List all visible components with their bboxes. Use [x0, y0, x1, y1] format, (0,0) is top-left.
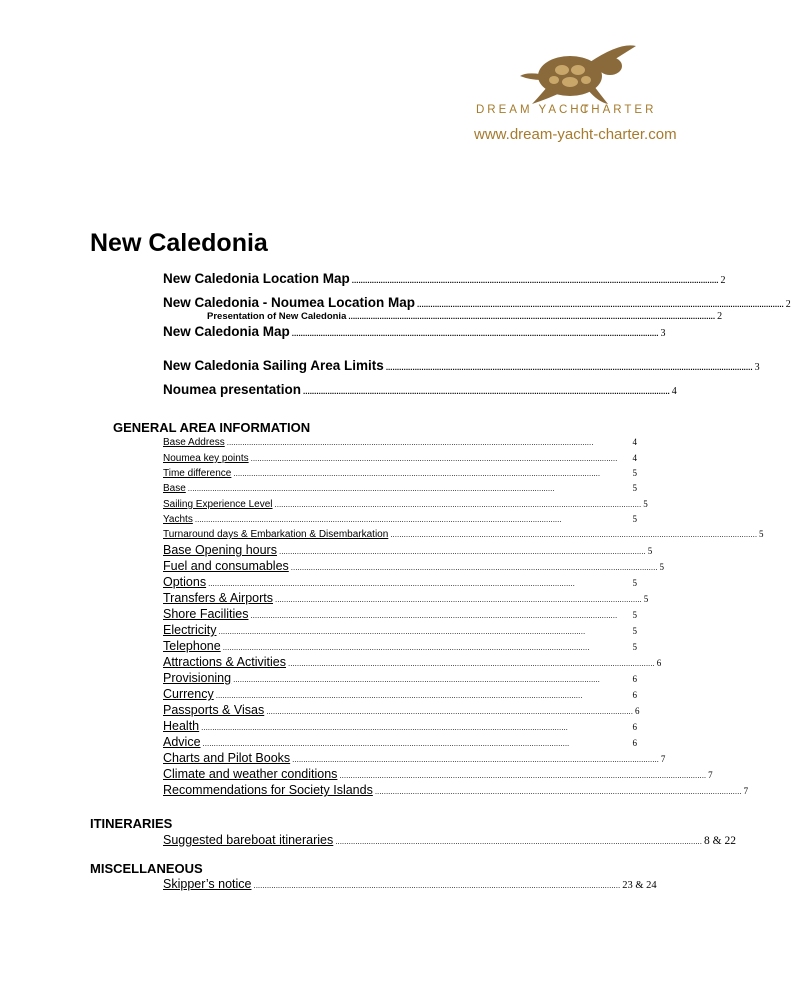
leader-dots: .....................................................................................................................................................................	[187, 484, 555, 493]
toc-entry-label: Time difference	[163, 468, 232, 479]
toc-entry-page: 6	[632, 738, 637, 748]
toc-entry[interactable]	[163, 529, 764, 540]
leader-dots: .....................................................................................................................................................................	[253, 881, 621, 890]
toc-entry-label: Base	[163, 483, 186, 494]
toc-entry[interactable]	[163, 499, 648, 510]
toc-entry[interactable]	[163, 607, 637, 621]
toc-entry-label: Fuel and consumables	[163, 559, 289, 573]
leader-dots: .....................................................................................................................................................................	[291, 329, 659, 338]
toc-entry-page: 3	[754, 362, 760, 373]
toc-entry[interactable]	[163, 655, 662, 669]
section-heading-miscellaneous: MISCELLANEOUS	[90, 861, 203, 876]
toc-entry-label: Climate and weather conditions	[163, 767, 338, 781]
leader-dots: .....................................................................................................................................................................	[278, 547, 646, 556]
toc-entry[interactable]	[163, 623, 637, 637]
toc-entry-page: 7	[708, 770, 713, 780]
toc-entry-label: Charts and Pilot Books	[163, 751, 291, 765]
toc-entry-label: New Caledonia Sailing Area Limits	[163, 358, 384, 373]
toc-entry[interactable]	[163, 324, 666, 339]
toc-entry[interactable]	[163, 271, 726, 286]
leader-dots: .....................................................................................................................................................................	[335, 837, 703, 846]
toc-entry-page: 6	[632, 674, 637, 684]
toc-entry[interactable]	[163, 719, 637, 733]
leader-dots: .....................................................................................................................................................................	[266, 707, 633, 716]
leader-dots: .....................................................................................................................................................................	[250, 454, 618, 463]
toc-entry-page: 5	[632, 483, 637, 493]
toc-entry-label: Skipper’s notice	[163, 877, 252, 891]
section-heading-itineraries: ITINERARIES	[90, 816, 173, 831]
toc-entry-label: Advice	[163, 735, 201, 749]
toc-entry-page: 6	[656, 658, 662, 668]
leader-dots: .....................................................................................................................................................................	[218, 627, 586, 636]
toc-entry-page: 4	[632, 453, 637, 463]
toc-entry-page: 7	[743, 786, 749, 796]
leader-dots: .....................................................................................................................................................................	[202, 739, 570, 748]
toc-entry-label: Base Opening hours	[163, 543, 277, 557]
leader-dots: .....................................................................................................................................................................	[274, 500, 642, 509]
toc-entry-label: Transfers & Airports	[163, 591, 273, 605]
leader-dots: .....................................................................................................................................................................	[250, 611, 618, 620]
toc-entry[interactable]	[163, 483, 637, 494]
toc-entry-label: Turnaround days & Embarkation & Disembarkation	[163, 529, 389, 540]
toc-entry-page: 2	[785, 299, 791, 310]
toc-entry-label: Electricity	[163, 623, 217, 637]
toc-entry[interactable]	[163, 877, 657, 891]
toc-entry-page: 23 & 24	[622, 880, 657, 891]
toc-entry-label: Presentation of New Caledonia	[207, 311, 347, 322]
toc-entry-page: 5	[759, 529, 764, 539]
brand-name-right: CHARTER	[580, 104, 657, 116]
toc-entry-label: Health	[163, 719, 200, 733]
leader-dots: .....................................................................................................................................................................	[201, 723, 568, 732]
toc-entry-page: 5	[659, 562, 665, 572]
leader-dots: .....................................................................................................................................................................	[222, 643, 590, 652]
toc-entry[interactable]	[163, 295, 791, 310]
toc-entry-label: Options	[163, 575, 207, 589]
toc-entry-label: Telephone	[163, 639, 221, 653]
toc-entry[interactable]	[163, 767, 713, 781]
toc-entry-label: New Caledonia Location Map	[163, 271, 350, 286]
toc-entry[interactable]	[163, 437, 637, 448]
toc-entry-label: Yachts	[163, 514, 193, 525]
toc-entry-page: 2	[717, 311, 723, 322]
toc-entry-page: 2	[720, 275, 726, 286]
toc-entry-label: Shore Facilities	[163, 607, 249, 621]
brand-url: www.dream-yacht-charter.com	[474, 126, 677, 143]
toc-entry[interactable]	[163, 543, 653, 557]
leader-dots: .....................................................................................................................................................................	[292, 755, 659, 764]
toc-entry-page: 3	[660, 328, 666, 339]
toc-entry[interactable]	[163, 382, 677, 397]
toc-entry[interactable]	[163, 468, 637, 479]
toc-entry[interactable]	[163, 358, 760, 373]
toc-entry-page: 6	[632, 690, 637, 700]
toc-entry[interactable]	[163, 751, 666, 765]
toc-entry-label: Passports & Visas	[163, 703, 265, 717]
toc-entry-page: 5	[632, 578, 637, 588]
toc-entry[interactable]	[163, 453, 637, 464]
toc-entry-label: Sailing Experience Level	[163, 499, 273, 510]
toc-entry[interactable]	[163, 575, 637, 589]
toc-entry-page: 5	[632, 642, 637, 652]
toc-entry-label: Attractions & Activities	[163, 655, 286, 669]
toc-entry[interactable]	[163, 591, 649, 605]
toc-entry[interactable]	[163, 514, 637, 525]
toc-entry[interactable]	[163, 639, 637, 653]
toc-entry-page: 5	[647, 546, 653, 556]
toc-entry-page: 6	[632, 722, 637, 732]
leader-dots: .....................................................................................................................................................................	[287, 659, 655, 668]
leader-dots: .....................................................................................................................................................................	[374, 787, 742, 796]
leader-dots: .....................................................................................................................................................................	[339, 771, 707, 780]
toc-entry[interactable]	[163, 783, 749, 797]
leader-dots: .....................................................................................................................................................................	[303, 387, 670, 396]
toc-entry-label: Base Address	[163, 437, 225, 448]
toc-entry-page: 5	[632, 610, 637, 620]
toc-entry-label: Recommendations for Society Islands	[163, 783, 373, 797]
leader-dots: .....................................................................................................................................................................	[233, 675, 600, 684]
brand-name-left: DREAM YACHT	[476, 104, 592, 116]
toc-entry[interactable]	[163, 735, 637, 749]
toc-entry-page: 5	[643, 499, 648, 509]
toc-entry[interactable]	[163, 833, 736, 847]
leader-dots: .....................................................................................................................................................................	[208, 579, 575, 588]
leader-dots: .....................................................................................................................................................................	[348, 312, 716, 321]
toc-entry-page: 4	[671, 386, 677, 397]
toc-entry-label: Provisioning	[163, 671, 232, 685]
toc-entry-label: Currency	[163, 687, 214, 701]
toc-entry-label: Noumea presentation	[163, 382, 302, 397]
toc-entry-label: Suggested bareboat itineraries	[163, 833, 334, 847]
toc-entry-page: 5	[643, 594, 649, 604]
page-title: New Caledonia	[90, 229, 268, 257]
leader-dots: .....................................................................................................................................................................	[390, 530, 758, 539]
toc-entry-label: Noumea key points	[163, 453, 249, 464]
toc-entry[interactable]	[163, 559, 665, 573]
turtle-icon	[470, 40, 682, 106]
leader-dots: .....................................................................................................................................................................	[233, 469, 601, 478]
toc-entry-label: New Caledonia Map	[163, 324, 290, 339]
leader-dots: .....................................................................................................................................................................	[417, 300, 784, 309]
toc-entry-page: 7	[660, 754, 666, 764]
section-heading-general: GENERAL AREA INFORMATION	[113, 420, 311, 435]
toc-entry[interactable]	[163, 687, 637, 701]
toc-entry[interactable]	[163, 671, 637, 685]
leader-dots: .....................................................................................................................................................................	[275, 595, 642, 604]
toc-entry-page: 5	[632, 626, 637, 636]
toc-entry[interactable]	[163, 703, 640, 717]
toc-entry-page: 8 & 22	[704, 835, 736, 847]
leader-dots: .....................................................................................................................................................................	[385, 363, 753, 372]
toc-entry-page: 6	[634, 706, 640, 716]
leader-dots: .....................................................................................................................................................................	[226, 438, 594, 447]
leader-dots: .....................................................................................................................................................................	[351, 276, 719, 285]
toc-entry-page: 5	[632, 468, 637, 478]
toc-entry-label: New Caledonia - Noumea Location Map	[163, 295, 416, 310]
toc-entry[interactable]	[207, 311, 723, 322]
leader-dots: .....................................................................................................................................................................	[215, 691, 583, 700]
leader-dots: .....................................................................................................................................................................	[290, 563, 658, 572]
leader-dots: .....................................................................................................................................................................	[194, 515, 562, 524]
toc-entry-page: 5	[632, 514, 637, 524]
toc-entry-page: 4	[632, 437, 637, 447]
